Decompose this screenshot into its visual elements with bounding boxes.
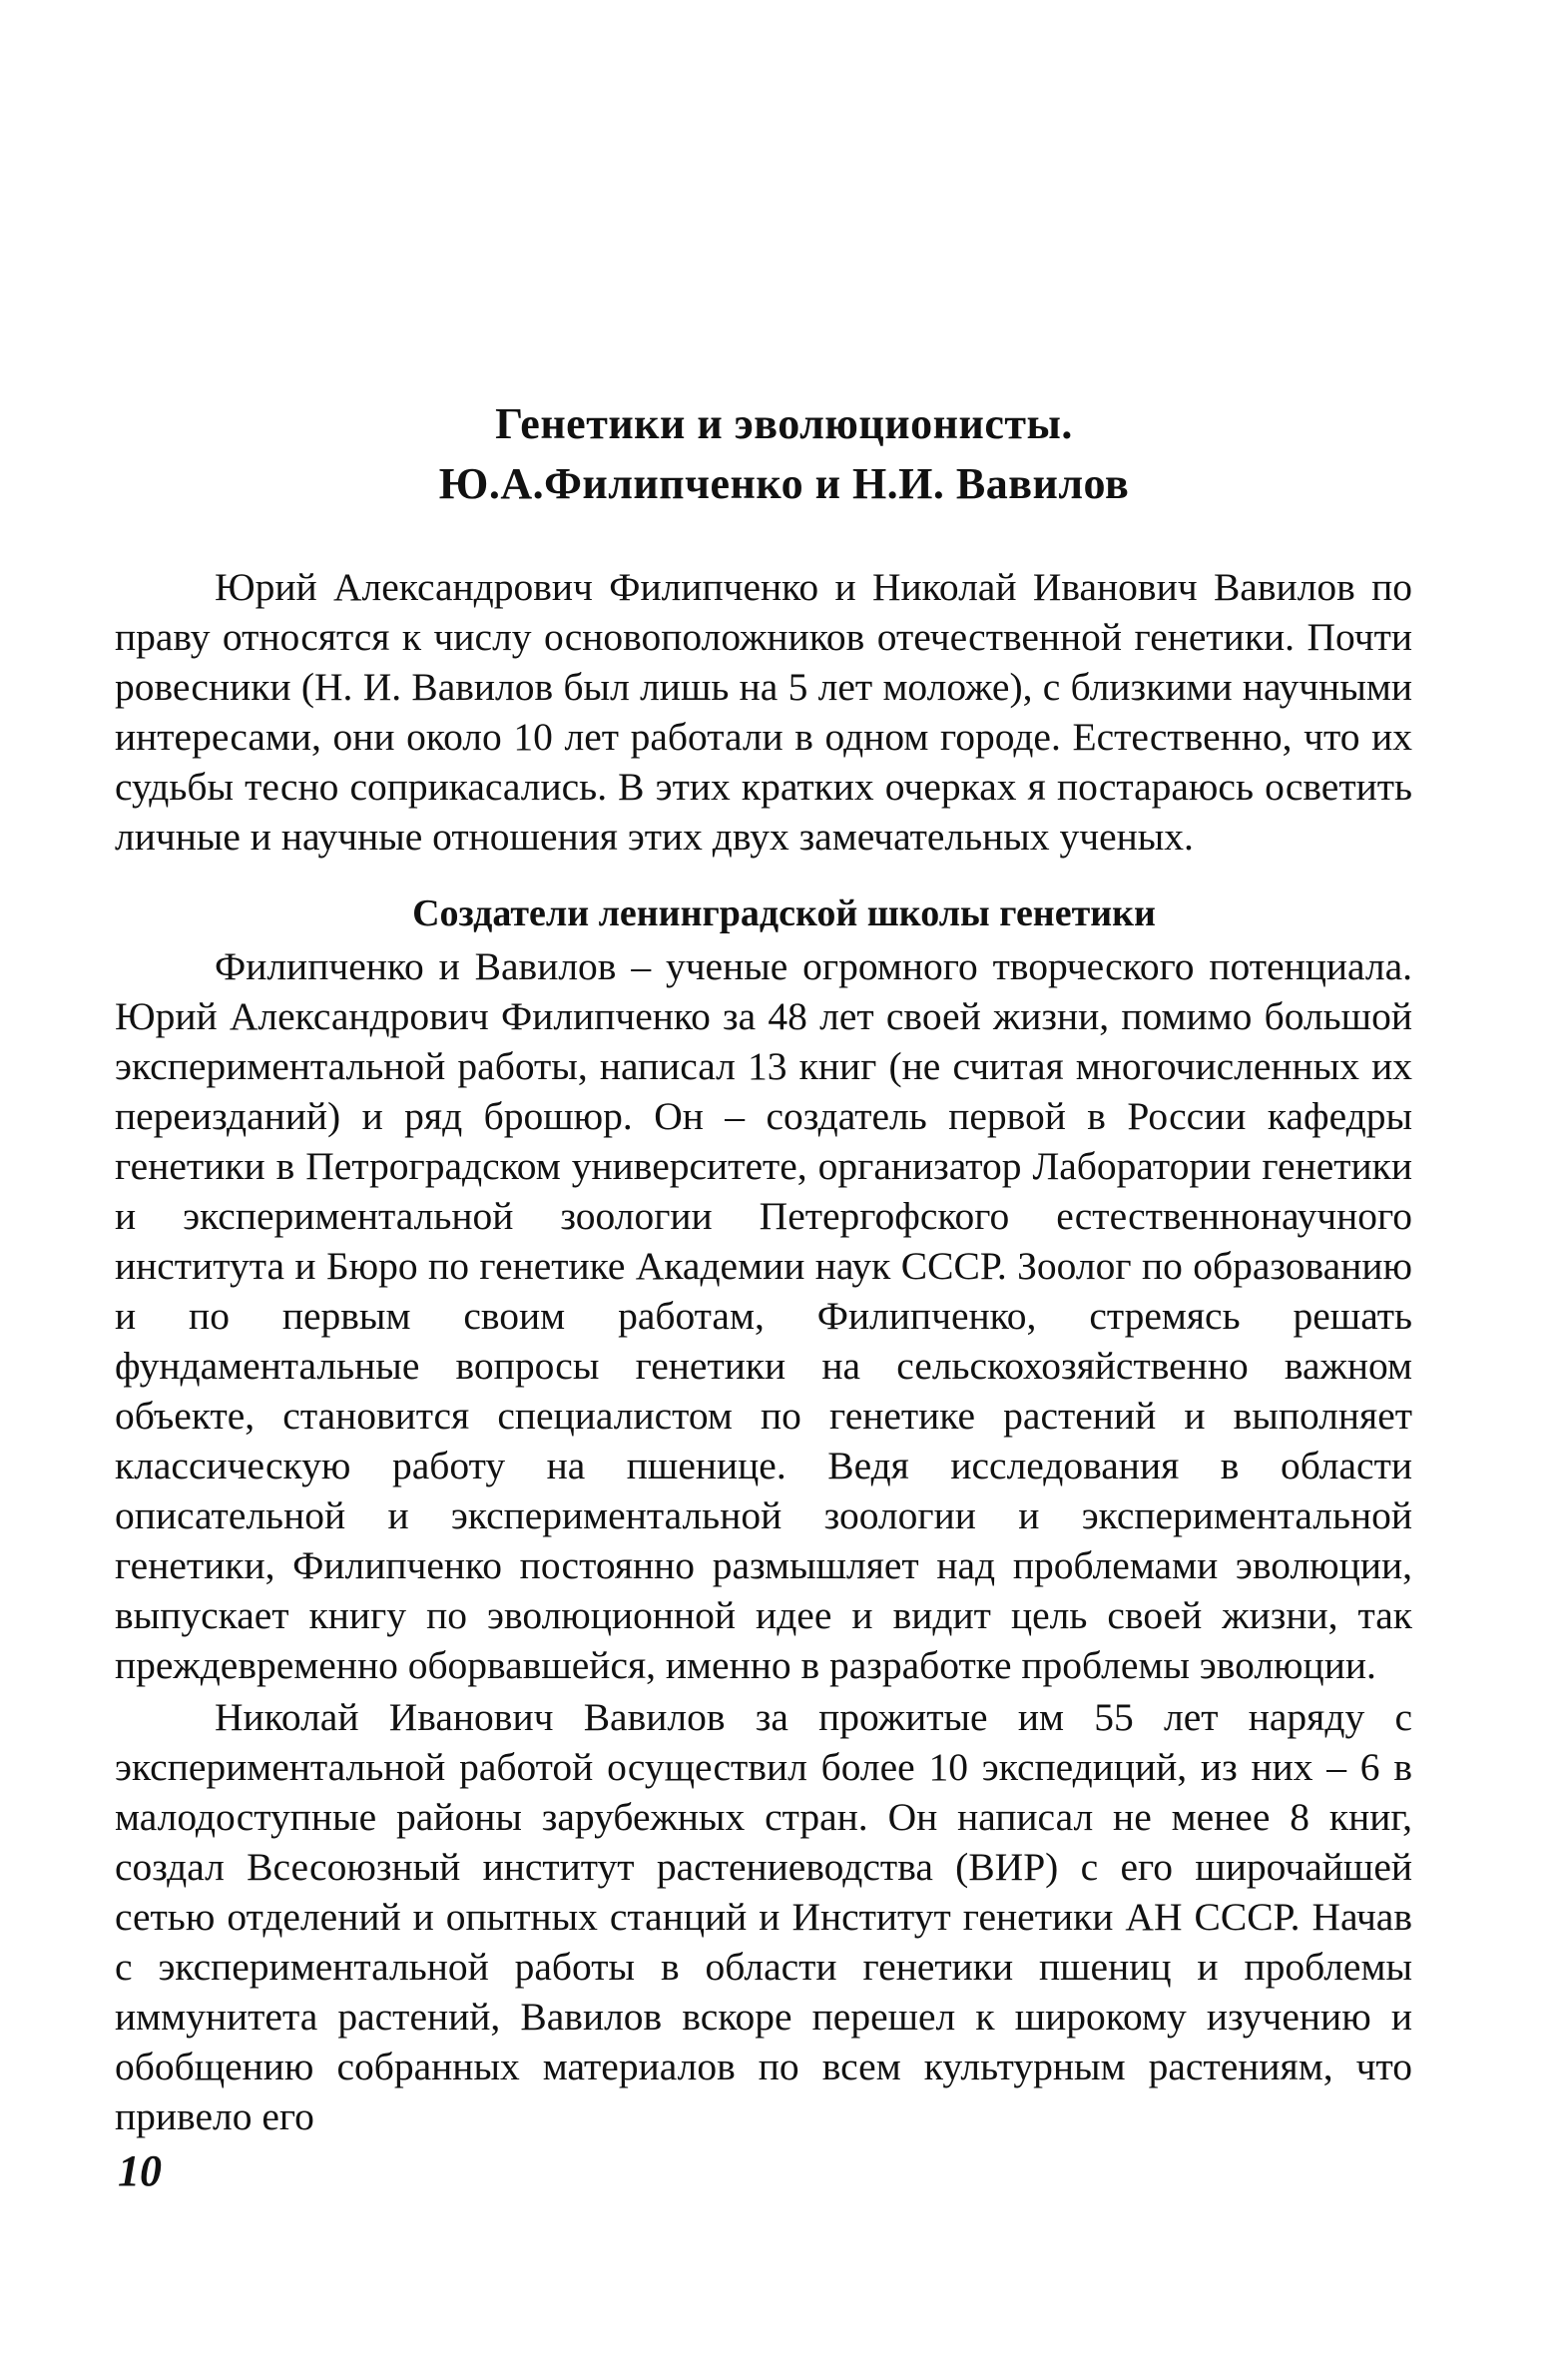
intro-section [115,562,1412,862]
section-heading: Создатели ленинградской школы генетики [412,892,1156,934]
chapter-title-line-1: Генетики и эволюционисты. [495,399,1073,448]
page-number: 10 [118,2146,162,2195]
chapter-title-line-2: Ю.А.Филипченко и Н.И. Вавилов [438,459,1130,508]
body-paragraph-2: Николай Иванович Вавилов за прожитые им 55 лет наряду с экспериментальной работой осуществил более 10 экспедиций, из них – 6 в малодоступные районы зарубежных стран. Он написал не менее 8 книг, создал Всесоюзный институт растениеводства (ВИР) с его широчайшей сетью отделений и опытных станций и Институт генетики АН СССР. Начав с экспериментальной работы в области генетики пшениц и проблемы иммунитета растений, Вавилов вскоре перешел к широкому изучению и обобщению собранных материалов по всем культурным растениям, что привело его [115,1695,1412,2138]
section-body [115,941,1412,2141]
body-paragraph-1: Филипченко и Вавилов – ученые огромного творческого потенциала. Юрий Александрович Филипченко за 48 лет своей жизни, помимо большой экспериментальной работы, написал 13 книг (не считая многочисленных их переизданий) и ряд брошюр. Он – создатель первой в России кафедры генетики в Петроградском университете, организатор Лаборатории генетики и экспериментальной зоологии Петергофского естественнонаучного института и Бюро по генетике Академии наук СССР. Зоолог по образованию и по первым своим работам, Филипченко, стремясь решать фундаментальные вопросы генетики на сельскохозяйственно важном объекте, становится специалистом по генетике растений и выполняет классическую работу на пшенице. Ведя исследования в области описательной и экспериментальной зоологии и экспериментальной генетики, Филипченко постоянно размышляет над проблемами эволюции, выпускает книгу по эволюционной идее и видит цель своей жизни, так преждевременно оборвавшейся, именно в разработке проблемы эволюции. [115,944,1412,1687]
intro-paragraph: Юрий Александрович Филипченко и Николай Иванович Вавилов по праву относятся к числу основоположников отечественной генетики. Почти ровесники (Н. И. Вавилов был лишь на 5 лет моложе), с близкими научными интересами, они около 10 лет работали в одном городе. Естественно, что их судьбы тесно соприкасались. В этих кратких очерках я постараюсь осветить личные и научные отношения этих двух замечательных ученых. [115,565,1412,859]
